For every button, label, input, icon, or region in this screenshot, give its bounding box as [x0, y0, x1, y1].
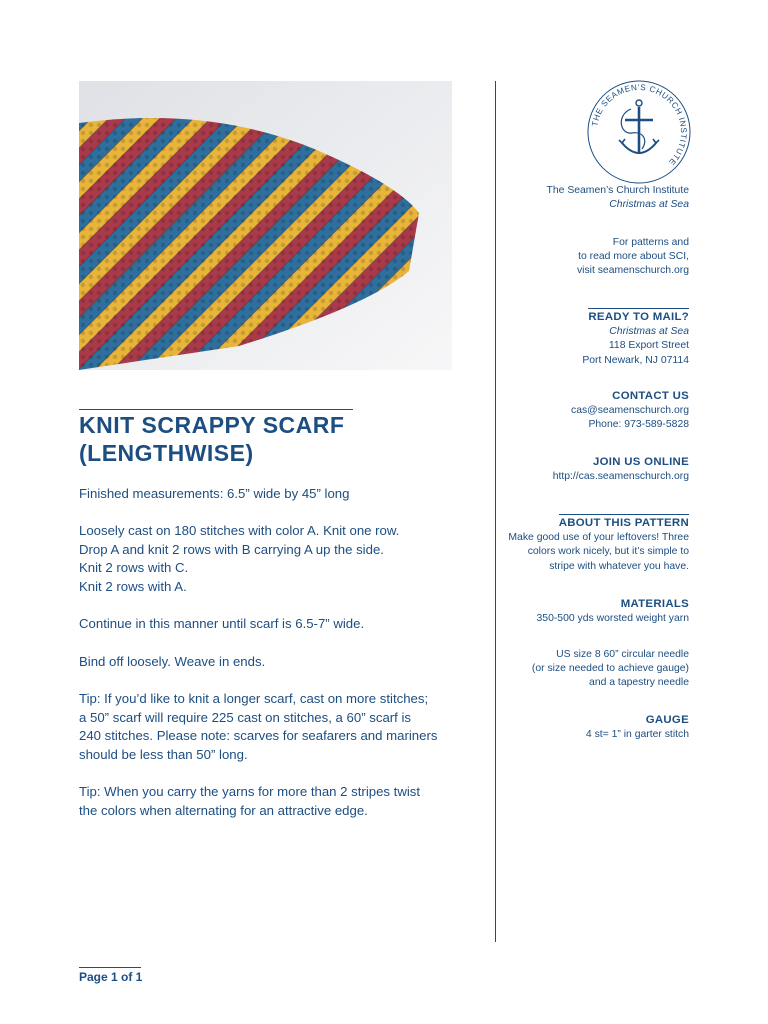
scarf-photo [79, 81, 452, 370]
knitted-stripes-image [79, 81, 452, 370]
about-line: colors work nicely, but it’s simple to [527, 546, 689, 558]
tip-line: Tip: When you carry the yarns for more than 2 stripes twist [79, 784, 421, 799]
continue-instruction: Continue in this manner until scarf is 6.5-7” wide. [79, 616, 365, 631]
page-title [79, 411, 344, 467]
footer-rule [79, 967, 141, 968]
title-rule [79, 409, 353, 410]
materials-yarn: 350-500 yds worsted weight yarn [536, 613, 689, 624]
tip-line: a 50” scarf will require 225 cast on stitches, a 60” scarf is [79, 709, 412, 725]
seamens-church-institute-seal [586, 79, 692, 185]
instruction-line: Knit 2 rows with A. [79, 578, 187, 594]
gauge-block [586, 713, 689, 742]
instruction-line: Drop A and knit 2 rows with B carrying A up the side. [79, 541, 384, 557]
mail-city: Port Newark, NJ 07114 [582, 354, 689, 366]
materials-heading: MATERIALS [620, 598, 689, 610]
patterns-line: visit seamenschurch.org [576, 265, 689, 277]
contact-email[interactable]: cas@seamenschurch.org [571, 405, 689, 416]
contact-heading: CONTACT US [612, 390, 689, 402]
needles-line: US size 8 60” circular needle [556, 649, 689, 660]
tip-line: Tip: If you’d like to knit a longer scarf, cast on more stitches; [79, 691, 429, 706]
gauge-value: 4 st= 1” in garter stitch [585, 729, 689, 740]
online-heading: JOIN US ONLINE [593, 456, 689, 468]
online-block [553, 455, 689, 484]
mail-heading: READY TO MAIL? [588, 308, 689, 325]
instruction-line: Loosely cast on 180 stitches with color A. Knit one row. [79, 523, 400, 538]
title-line-1: KNIT SCRAPPY SCARF [79, 412, 345, 438]
tip-carry-yarns [79, 783, 420, 820]
title-line-2: (LENGTHWISE) [79, 440, 254, 466]
about-line: stripe with whatever you have. [549, 560, 689, 572]
mail-street: 118 Export Street [608, 340, 689, 352]
tip-line: 240 stitches. Please note: scarves for seafarers and mariners [79, 728, 438, 744]
needles-line: and a tapestry needle [589, 677, 689, 689]
org-name: The Seamen’s Church Institute [546, 185, 689, 196]
needles-block [532, 648, 689, 691]
tip-longer-scarf [79, 690, 437, 764]
finished-measurements: Finished measurements: 6.5” wide by 45” long [79, 486, 350, 501]
seal-text: THE SEAMEN’S CHURCH INSTITUTE [590, 82, 689, 168]
about-heading: ABOUT THIS PATTERN [559, 514, 689, 531]
column-divider [495, 81, 496, 942]
mail-program: Christmas at Sea [609, 326, 689, 338]
about-line: Make good use of your leftovers! Three [508, 532, 689, 544]
bind-off-instruction: Bind off loosely. Weave in ends. [79, 654, 266, 669]
needles-line: (or size needed to achieve gauge) [531, 663, 689, 675]
tip-line: the colors when alternating for an attractive edge. [79, 802, 368, 818]
online-url[interactable]: http://cas.seamenschurch.org [552, 471, 689, 482]
contact-phone: Phone: 973-589-5828 [588, 419, 689, 431]
page-number: Page 1 of 1 [79, 970, 143, 984]
instruction-line: Knit 2 rows with C. [79, 560, 189, 576]
program-name: Christmas at Sea [609, 199, 689, 211]
contact-block [571, 389, 689, 432]
about-block [508, 514, 689, 574]
instructions-block [79, 522, 399, 596]
patterns-block [577, 236, 689, 279]
patterns-line: For patterns and [612, 237, 689, 248]
org-block [547, 184, 689, 212]
patterns-line: to read more about SCI, [578, 251, 689, 263]
materials-block [537, 597, 689, 626]
tip-line: should be less than 50” long. [79, 746, 248, 762]
gauge-heading: GAUGE [645, 714, 689, 726]
mail-block [582, 308, 689, 368]
